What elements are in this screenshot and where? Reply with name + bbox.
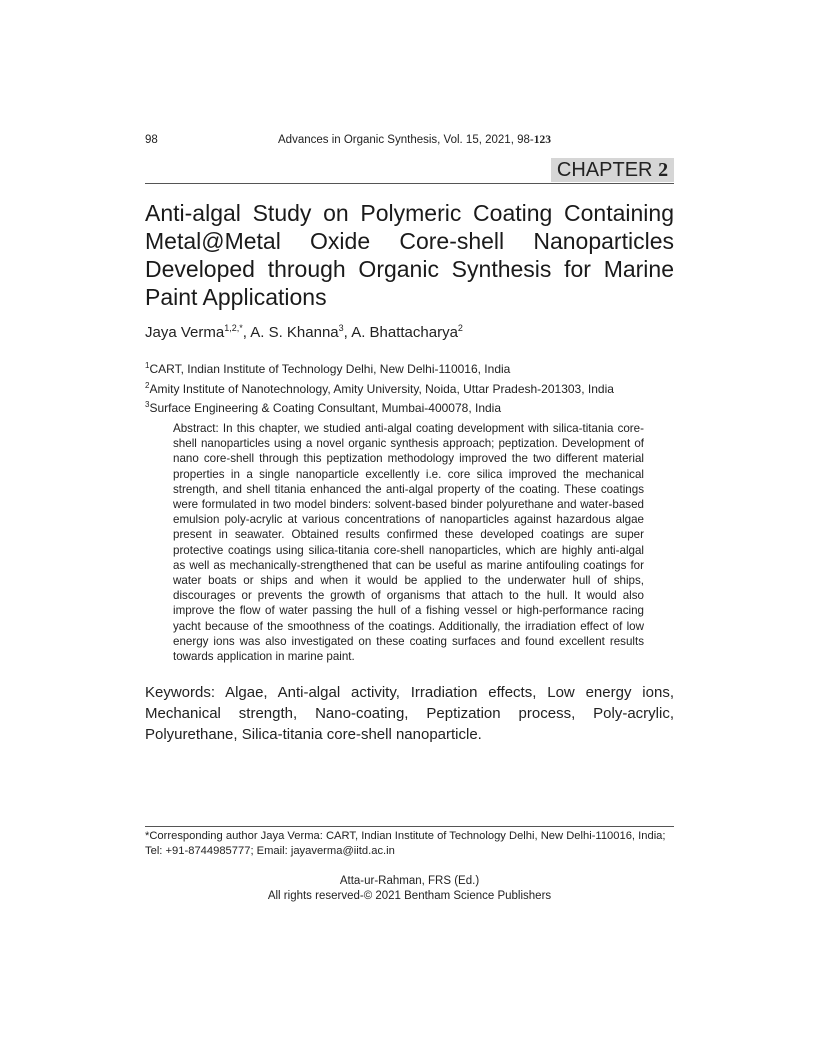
author-affiliation-mark: 1,2,* — [224, 323, 243, 333]
author-name: A. S. Khanna — [250, 324, 339, 341]
keywords-label: Keywords: — [145, 684, 216, 701]
keywords-text: Algae, Anti-algal activity, Irradiation effects, Low energy ions, Mechanical strength, Nano-coating, Peptization process, Poly-acrylic, Polyurethane, Silica-titania core-shell nanoparticle. — [145, 684, 674, 743]
affiliation-line: $^2$Amity Institute of Nanotechnology, Amity University, Noida, Uttar Pradesh-201303, India — [145, 380, 614, 396]
journal-end-page: 123 — [533, 134, 551, 146]
affiliation-line: $^3$Surface Engineering & Coating Consultant, Mumbai-400078, India — [145, 400, 502, 415]
corresponding-author-footnote: *Corresponding author Jaya Verma: CART, Indian Institute of Technology Delhi, New Delhi-110016, India; Tel: +91-8744985777; Email: jayaverma@iitd.ac.in — [145, 830, 666, 857]
abstract — [173, 421, 644, 664]
affiliation-list — [145, 358, 614, 417]
chapter-label — [551, 158, 674, 182]
copyright-line: All rights reserved-© 2021 Bentham Science Publishers — [267, 889, 552, 902]
chapter-number: 2 — [658, 159, 669, 181]
author-name: Jaya Verma — [145, 324, 225, 341]
editor-line: Atta-ur-Rahman, FRS (Ed.) — [339, 875, 480, 887]
author-name: A. Bhattacharya — [351, 324, 458, 341]
author-affiliation-mark: 2 — [457, 323, 463, 333]
journal-citation: Advances in Organic Synthesis, Vol. 15, 2021, 98- — [278, 134, 534, 146]
abstract-label: Abstract: — [173, 422, 219, 435]
page-number: 98 — [145, 134, 158, 146]
author-affiliation-mark: 3 — [338, 323, 344, 333]
publisher-footer — [145, 874, 674, 903]
keywords — [145, 682, 674, 745]
footnote-divider — [145, 826, 674, 827]
running-header — [278, 134, 551, 146]
abstract-text: In this chapter, we studied anti-algal coating development with silica-titania core-shell nanoparticles using a novel organic synthesis approach; peptization. Development of nano core-shell through this peptization methodology improved the two different material properties in a single nanoparticle excellently i.e. core silica improved the mechanical strength, and shell titania enhanced the anti-algal property of the coating. These coatings were formulated in two model binders: solvent-based binder polyurethane and water-based emulsion poly-acrylic at various concentrations of nanoparticles against hazardous algae present in seawater. Obtained results confirmed these developed coatings are super protective coatings using silica-titania core-shell nanoparticles, which are highly anti-algal as well as mechanically-strengthened that can be useful as marine antifouling coatings for water boats or ships and when it would be applied to the underwater hull of ships, discourages or prevents the growth of organisms that attach to the hull. It would also improve the flow of water passing the hull of a fishing vessel or high-performance racing yacht because of the smoothness of the coatings. Additionally, the irradiation effect of low energy ions was also investigated on these coating surfaces and found excellent results towards application in marine paint. — [173, 422, 644, 664]
chapter-title: Anti-algal Study on Polymeric Coating Containing Metal@Metal Oxide Core-shell Nanoparticles Developed through Organic Synthesis for Marine Paint Applications — [145, 200, 674, 310]
chapter-word: CHAPTER — [556, 159, 653, 181]
header-divider — [145, 183, 674, 184]
author-list: Jaya Verma$^{1,2,*}$, A. S. Khanna$^3$, A. Bhattacharya$^2$ — [145, 323, 463, 341]
affiliation-line: $^1$CART, Indian Institute of Technology Delhi, New Delhi-110016, India — [145, 361, 511, 376]
